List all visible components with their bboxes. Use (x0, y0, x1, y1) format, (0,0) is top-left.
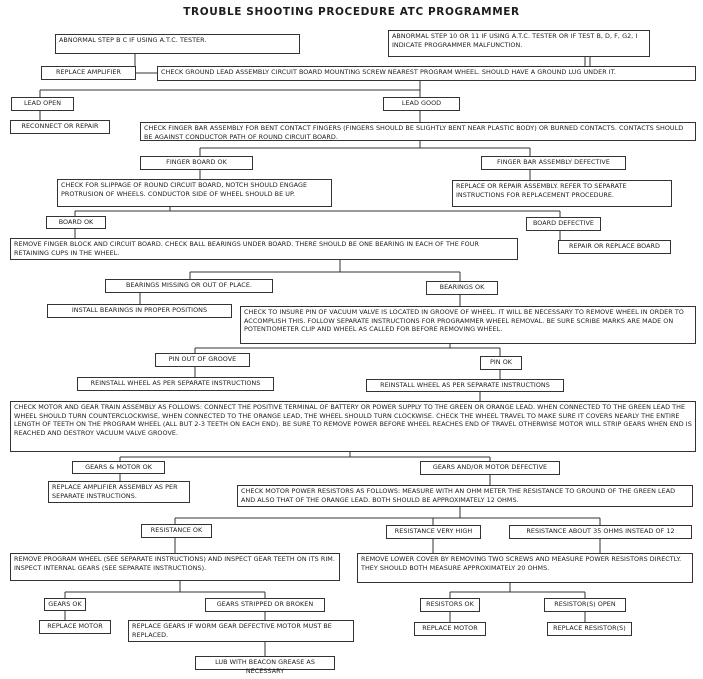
gears-motor-ok: GEARS & MOTOR OK (72, 461, 165, 474)
install-bearings: INSTALL BEARINGS IN PROPER POSITIONS (47, 304, 232, 318)
resistance-ok: RESISTANCE OK (141, 524, 212, 538)
resistors-ok: RESISTORS OK (420, 598, 480, 612)
pin-out-of-groove: PIN OUT OF GROOVE (155, 353, 250, 367)
check-motor-gear-train: CHECK MOTOR AND GEAR TRAIN ASSEMBLY AS FOLLOWS: CONNECT THE POSITIVE TERMINAL OF BATTERY OR POWER SUPPLY TO THE GREEN OR ORANGE LEAD. WHEN CONNECTED TO THE GREEN LEAD THE WHEEL SHOULD TURN COUNTERCLOCKWISE, WHEN CONNECTED TO THE ORANGE LEAD, THE WHEEL SHOULD TURN CLOCKWISE. CHECK THE WHEEL TRAVEL TO MAKE SURE IT COVERS NEARLY THE ENTIRE LENGTH OF TEETH ON THE PROGRAM WHEEL (ALL BUT 2-3 TEETH ON EACH END). BE SURE TO REMOVE POWER BEFORE WHEEL REACHES END OF TRAVEL OTHERWISE MOTOR WILL STRIP GEARS WHEN END IS REACHED AND DESTROY VACUUM VALVE GROOVE. (10, 401, 696, 452)
lub-with-beacon-grease: LUB WITH BEACON GREASE AS NECESSARY (195, 656, 335, 670)
reinstall-wheel-right: REINSTALL WHEEL AS PER SEPARATE INSTRUCTIONS (366, 379, 564, 392)
replace-amplifier: REPLACE AMPLIFIER (41, 66, 136, 80)
resistance-very-high: RESISTANCE VERY HIGH (386, 525, 481, 539)
reconnect-or-repair: RECONNECT OR REPAIR (10, 120, 110, 134)
abnormal-step-10-11: ABNORMAL STEP 10 OR 11 IF USING A.T.C. TESTER OR IF TEST B, D, F, G2, I INDICATE PROGRAMMER MALFUNCTION. (388, 30, 650, 57)
replace-resistors: REPLACE RESISTOR(S) (547, 622, 632, 636)
pin-ok: PIN OK (480, 356, 522, 370)
check-motor-power-resistors: CHECK MOTOR POWER RESISTORS AS FOLLOWS: MEASURE WITH AN OHM METER THE RESISTANCE TO GROUND OF THE GREEN LEAD AND ALSO THAT OF THE ORANGE LEAD. BOTH SHOULD BE APPROXIMATELY 12 OHMS. (237, 485, 693, 507)
remove-finger-block: REMOVE FINGER BLOCK AND CIRCUIT BOARD. CHECK BALL BEARINGS UNDER BOARD. THERE SHOULD BE ONE BEARING IN EACH OF THE FOUR RETAINING CUPS IN THE WHEEL. (10, 238, 518, 260)
board-defective: BOARD DEFECTIVE (526, 217, 601, 231)
check-circuit-board-slippage: CHECK FOR SLIPPAGE OF ROUND CIRCUIT BOARD, NOTCH SHOULD ENGAGE PROTRUSION OF WHEELS. CONDUCTOR SIDE OF WHEEL SHOULD BE UP. (57, 179, 332, 207)
replace-amplifier-assembly: REPLACE AMPLIFIER ASSEMBLY AS PER SEPARATE INSTRUCTIONS. (48, 481, 190, 503)
gears-motor-defective: GEARS AND/OR MOTOR DEFECTIVE (420, 461, 560, 475)
reinstall-wheel-left: REINSTALL WHEEL AS PER SEPARATE INSTRUCTIONS (77, 377, 274, 391)
abnormal-step-atc-tester: ABNORMAL STEP B C IF USING A.T.C. TESTER. (55, 34, 300, 54)
gears-stripped-or-broken: GEARS STRIPPED OR BROKEN (205, 598, 325, 612)
lead-open: LEAD OPEN (11, 97, 74, 111)
replace-gears: REPLACE GEARS IF WORM GEAR DEFECTIVE MOTOR MUST BE REPLACED. (128, 620, 354, 642)
replace-or-repair-assembly: REPLACE OR REPAIR ASSEMBLY. REFER TO SEPARATE INSTRUCTIONS FOR REPLACEMENT PROCEDURE. (452, 180, 672, 207)
gears-ok: GEARS OK (44, 598, 86, 611)
page-title: TROUBLE SHOOTING PROCEDURE ATC PROGRAMMER (183, 6, 520, 18)
replace-motor-left: REPLACE MOTOR (39, 620, 111, 634)
replace-motor-right: REPLACE MOTOR (414, 622, 486, 636)
resistance-about-35-ohms: RESISTANCE ABOUT 35 OHMS INSTEAD OF 12 (509, 525, 692, 539)
lead-good: LEAD GOOD (383, 97, 460, 111)
check-ground-lead: CHECK GROUND LEAD ASSEMBLY CIRCUIT BOARD MOUNTING SCREW NEAREST PROGRAM WHEEL. SHOULD HAVE A GROUND LUG UNDER IT. (157, 66, 696, 81)
resistors-open: RESISTOR(S) OPEN (544, 598, 626, 612)
bearings-missing: BEARINGS MISSING OR OUT OF PLACE. (105, 279, 273, 293)
check-vacuum-valve-pin: CHECK TO INSURE PIN OF VACUUM VALVE IS LOCATED IN GROOVE OF WHEEL. IT WILL BE NECESSARY TO REMOVE WHEEL IN ORDER TO ACCOMPLISH THIS. FOLLOW SEPARATE INSTRUCTIONS FOR PROGRAMMER WHEEL REMOVAL. BE SURE SCRIBE MARKS ARE MADE ON POTENTIOMETER CLIP AND WHEEL AS CALLED FOR BEFORE REMOVING WHEEL. (240, 306, 696, 344)
finger-board-ok: FINGER BOARD OK (140, 156, 253, 170)
bearings-ok: BEARINGS OK (426, 281, 498, 295)
finger-bar-defective: FINGER BAR ASSEMBLY DEFECTIVE (481, 156, 626, 170)
repair-or-replace-board: REPAIR OR REPLACE BOARD (558, 240, 671, 254)
remove-lower-cover: REMOVE LOWER COVER BY REMOVING TWO SCREWS AND MEASURE POWER RESISTORS DIRECTLY. THEY SHOULD BOTH MEASURE APPROXIMATELY 20 OHMS. (357, 553, 693, 583)
check-finger-bar: CHECK FINGER BAR ASSEMBLY FOR BENT CONTACT FINGERS (FINGERS SHOULD BE SLIGHTLY BENT NEAR PLASTIC BODY) OR BURNED CONTACTS. CONTACTS SHOULD BE AGAINST CONDUCTOR PATH OF ROUND CIRCUIT BOARD. (140, 122, 696, 141)
board-ok: BOARD OK (46, 216, 106, 229)
remove-program-wheel: REMOVE PROGRAM WHEEL (SEE SEPARATE INSTRUCTIONS) AND INSPECT GEAR TEETH ON ITS RIM. INSPECT INTERNAL GEARS (SEE SEPARATE INSTRUCTIONS). (10, 553, 340, 581)
